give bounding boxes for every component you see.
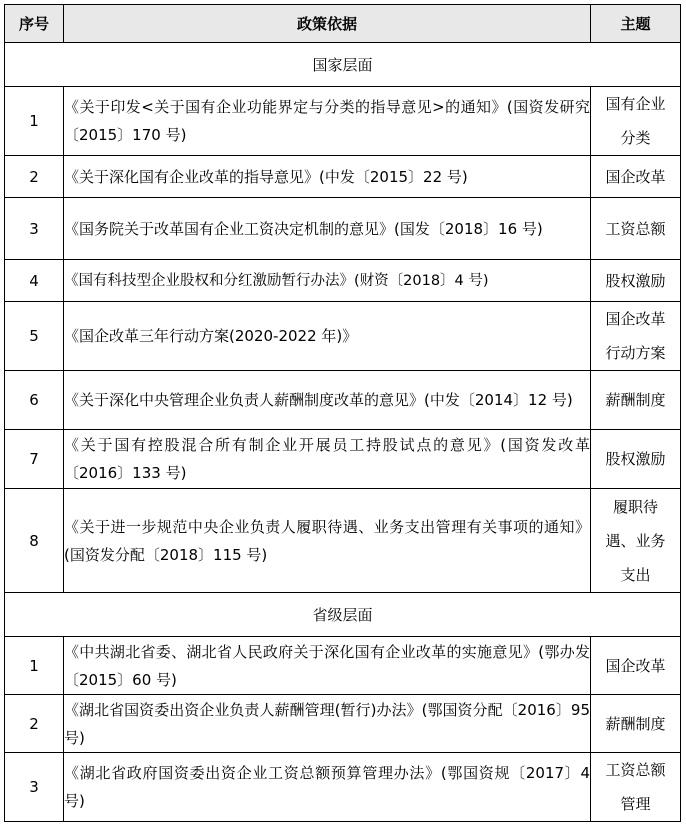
table-row [5,695,681,753]
policy-basis: 《关于深化中央管理企业负责人薪酬制度改革的意见》(中发〔2014〕12 号) [64,371,591,430]
policy-basis: 《国企改革三年行动方案(2020-2022 年)》 [64,302,591,371]
policy-topic: 国企改革 [591,637,681,695]
row-number: 2 [5,156,64,198]
policy-topic: 股权激励 [591,260,681,302]
policy-basis: 《湖北省国资委出资企业负责人薪酬管理(暂行)办法》(鄂国资分配〔2016〕95 号) [64,695,591,753]
section-title: 省级层面 [5,593,681,637]
policy-basis: 《关于印发<关于国有企业功能界定与分类的指导意见>的通知》(国资发研究〔2015〕170 号) [64,87,591,156]
policy-table [4,4,681,822]
policy-topic: 工资总额管理 [591,753,681,822]
table-row [5,198,681,260]
policy-basis: 《国有科技型企业股权和分红激励暂行办法》(财资〔2018〕4 号) [64,260,591,302]
policy-topic: 国企改革 [591,156,681,198]
policy-basis: 《中共湖北省委、湖北省人民政府关于深化国有企业改革的实施意见》(鄂办发〔2015〕60 号) [64,637,591,695]
row-number: 2 [5,695,64,753]
section-row-national [5,43,681,87]
row-number: 1 [5,637,64,695]
policy-topic: 薪酬制度 [591,371,681,430]
policy-topic: 薪酬制度 [591,695,681,753]
table-row [5,156,681,198]
row-number: 4 [5,260,64,302]
policy-basis: 《关于进一步规范中央企业负责人履职待遇、业务支出管理有关事项的通知》(国资发分配〔2018〕115 号) [64,489,591,593]
header-no: 序号 [5,5,64,43]
table-row [5,489,681,593]
row-number: 3 [5,198,64,260]
row-number: 5 [5,302,64,371]
policy-basis: 《关于国有控股混合所有制企业开展员工持股试点的意见》(国资发改革〔2016〕133 号) [64,430,591,489]
policy-topic: 股权激励 [591,430,681,489]
row-number: 1 [5,87,64,156]
section-row-provincial [5,593,681,637]
table-row [5,371,681,430]
policy-basis: 《国务院关于改革国有企业工资决定机制的意见》(国发〔2018〕16 号) [64,198,591,260]
policy-topic: 履职待遇、业务支出 [591,489,681,593]
table-row [5,637,681,695]
table-row [5,430,681,489]
policy-basis: 《湖北省政府国资委出资企业工资总额预算管理办法》(鄂国资规〔2017〕4 号) [64,753,591,822]
header-row [5,5,681,43]
row-number: 3 [5,753,64,822]
header-basis: 政策依据 [64,5,591,43]
table-row [5,87,681,156]
section-title: 国家层面 [5,43,681,87]
header-topic: 主题 [591,5,681,43]
row-number: 8 [5,489,64,593]
table-row [5,260,681,302]
policy-basis: 《关于深化国有企业改革的指导意见》(中发〔2015〕22 号) [64,156,591,198]
table-row [5,302,681,371]
row-number: 6 [5,371,64,430]
policy-topic: 工资总额 [591,198,681,260]
row-number: 7 [5,430,64,489]
table-row [5,753,681,822]
policy-topic: 国企改革行动方案 [591,302,681,371]
policy-topic: 国有企业分类 [591,87,681,156]
